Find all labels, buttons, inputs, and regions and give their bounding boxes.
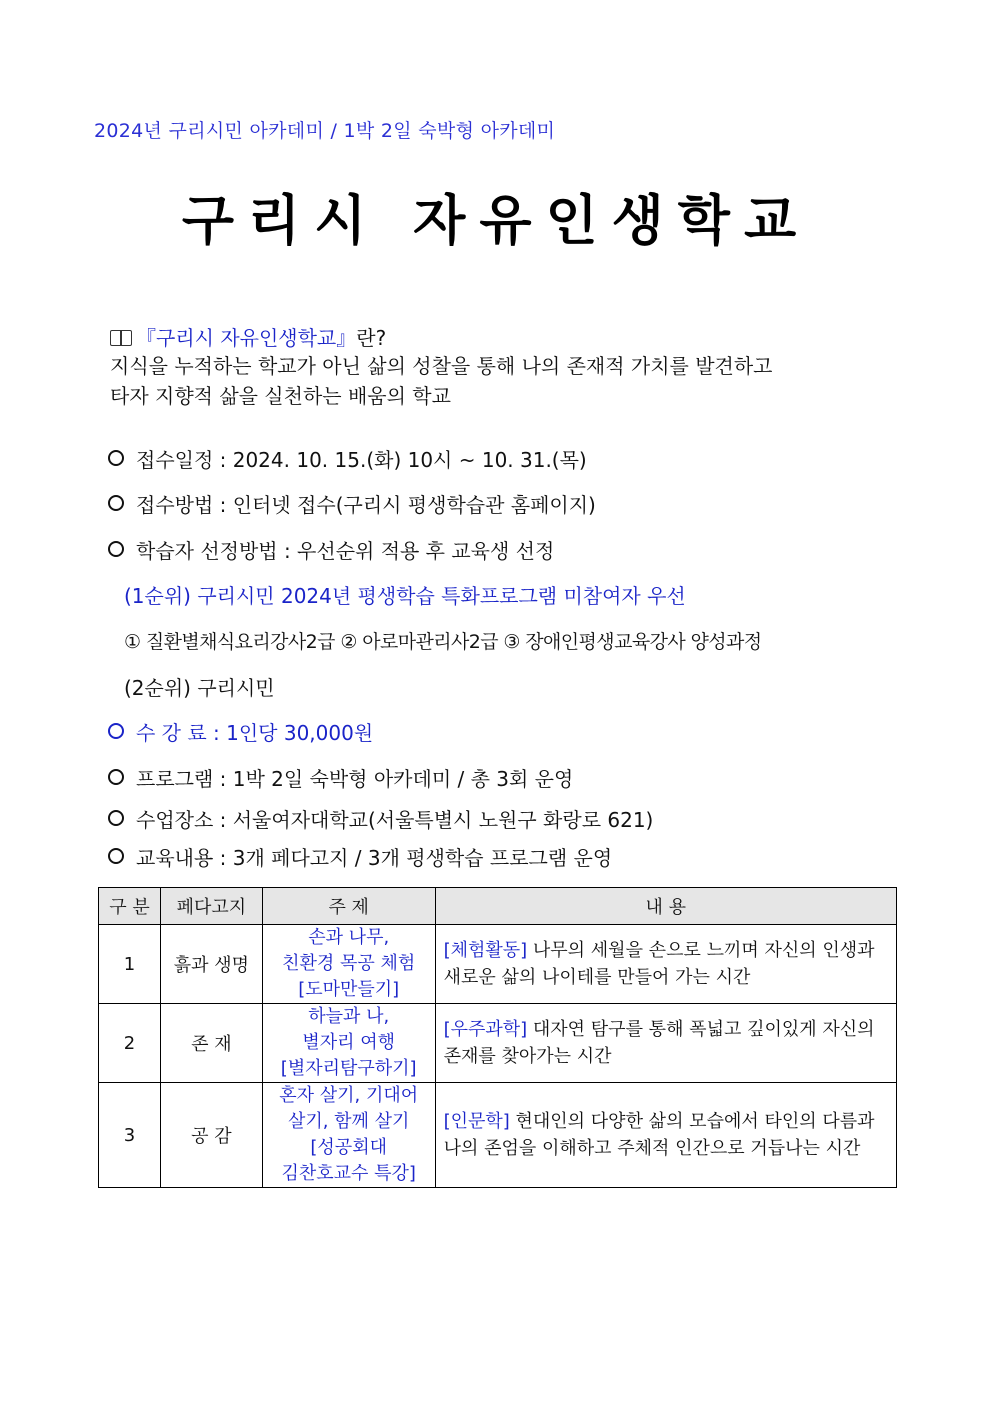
circle-bullet-icon — [108, 723, 124, 739]
row-content — [435, 925, 896, 1004]
page-title: 구리시 자유인생학교 — [181, 189, 811, 252]
row-pedagogy: 흙과 생명 — [160, 925, 262, 1004]
table-row — [99, 1083, 897, 1188]
table-row — [99, 1004, 897, 1083]
topic-line: [성공회대 — [310, 1137, 387, 1158]
row-pedagogy: 존 재 — [160, 1004, 262, 1083]
topic-line: 살기, 함께 살기 — [287, 1111, 410, 1132]
item-content-text: 교육내용 : 3개 페다고지 / 3개 평생학습 프로그램 운영 — [136, 846, 613, 870]
content-tag: [인문학] — [443, 1111, 510, 1132]
content-text: 현대인의 다양한 삶의 모습에서 타인의 다름과 나의 존엄을 이해하고 주체적 인간으로 거듭나는 시간 — [443, 1111, 875, 1159]
header-content: 내 용 — [435, 888, 896, 925]
circle-bullet-icon — [108, 495, 124, 511]
row-pedagogy: 공 감 — [160, 1083, 262, 1188]
item-venue-text: 수업장소 : 서울여자대학교(서울특별시 노원구 화랑로 621) — [136, 808, 654, 832]
intro-heading-title: 『구리시 자유인생학교』 — [136, 326, 357, 350]
content-text: 대자연 탐구를 통해 폭넓고 깊이있게 자신의 존재를 찾아가는 시간 — [443, 1019, 875, 1067]
header-category: 구 분 — [99, 888, 161, 925]
item-schedule — [108, 444, 587, 473]
priority-2: (2순위) 구리시민 — [124, 676, 275, 700]
intro-heading — [110, 322, 386, 351]
topic-line: 김찬호교수 특강] — [281, 1163, 416, 1184]
item-schedule-text: 접수일정 : 2024. 10. 15.(화) 10시 ~ 10. 31.(목) — [136, 448, 587, 472]
intro-heading-suffix: 란? — [356, 326, 387, 350]
row-topic — [262, 1004, 435, 1083]
intro-line-2: 타자 지향적 삶을 실천하는 배움의 학교 — [110, 384, 451, 408]
item-content — [108, 842, 612, 871]
topic-line: 친환경 목공 체험 — [282, 953, 416, 974]
topic-line: 하늘과 나, — [308, 1006, 390, 1027]
book-icon — [110, 330, 132, 346]
subtitle: 2024년 구리시민 아카데미 / 1박 2일 숙박형 아카데미 — [94, 120, 556, 142]
content-text: 나무의 세월을 손으로 느끼며 자신의 인생과 새로운 삶의 나이테를 만들어 가는 시간 — [443, 940, 875, 988]
circle-bullet-icon — [108, 810, 124, 826]
priority-1-programs: ① 질환별채식요리강사2급 ② 아로마관리사2급 ③ 장애인평생교육강사 양성과정 — [124, 631, 762, 653]
topic-line: 혼자 살기, 기대어 — [279, 1085, 419, 1106]
row-content — [435, 1083, 896, 1188]
item-program — [108, 763, 573, 792]
row-topic — [262, 1083, 435, 1188]
content-tag: [체험활동] — [443, 940, 528, 961]
topic-line: [도마만들기] — [298, 979, 400, 1000]
item-fee-text: 수 강 료 : 1인당 30,000원 — [136, 721, 374, 745]
table-row — [99, 925, 897, 1004]
row-number: 3 — [99, 1083, 161, 1188]
item-program-text: 프로그램 : 1박 2일 숙박형 아카데미 / 총 3회 운영 — [136, 767, 574, 791]
circle-bullet-icon — [108, 848, 124, 864]
education-table — [98, 887, 897, 1188]
topic-line: 손과 나무, — [308, 927, 390, 948]
item-venue — [108, 804, 653, 833]
circle-bullet-icon — [108, 769, 124, 785]
row-content — [435, 1004, 896, 1083]
circle-bullet-icon — [108, 450, 124, 466]
row-topic — [262, 925, 435, 1004]
item-method — [108, 489, 596, 518]
circle-bullet-icon — [108, 541, 124, 557]
topic-line: 별자리 여행 — [302, 1032, 396, 1053]
table-header-row — [99, 888, 897, 925]
row-number: 2 — [99, 1004, 161, 1083]
intro-line-1: 지식을 누적하는 학교가 아닌 삶의 성찰을 통해 나의 존재적 가치를 발견하고 — [110, 354, 773, 378]
item-selection-text: 학습자 선정방법 : 우선순위 적용 후 교육생 선정 — [136, 539, 555, 563]
content-tag: [우주과학] — [443, 1019, 528, 1040]
item-fee — [108, 717, 373, 746]
item-method-text: 접수방법 : 인터넷 접수(구리시 평생학습관 홈페이지) — [136, 493, 596, 517]
header-topic: 주 제 — [262, 888, 435, 925]
header-pedagogy: 페다고지 — [160, 888, 262, 925]
topic-line: [별자리탐구하기] — [280, 1058, 417, 1079]
priority-1: (1순위) 구리시민 2024년 평생학습 특화프로그램 미참여자 우선 — [124, 584, 686, 608]
row-number: 1 — [99, 925, 161, 1004]
item-selection — [108, 535, 554, 564]
